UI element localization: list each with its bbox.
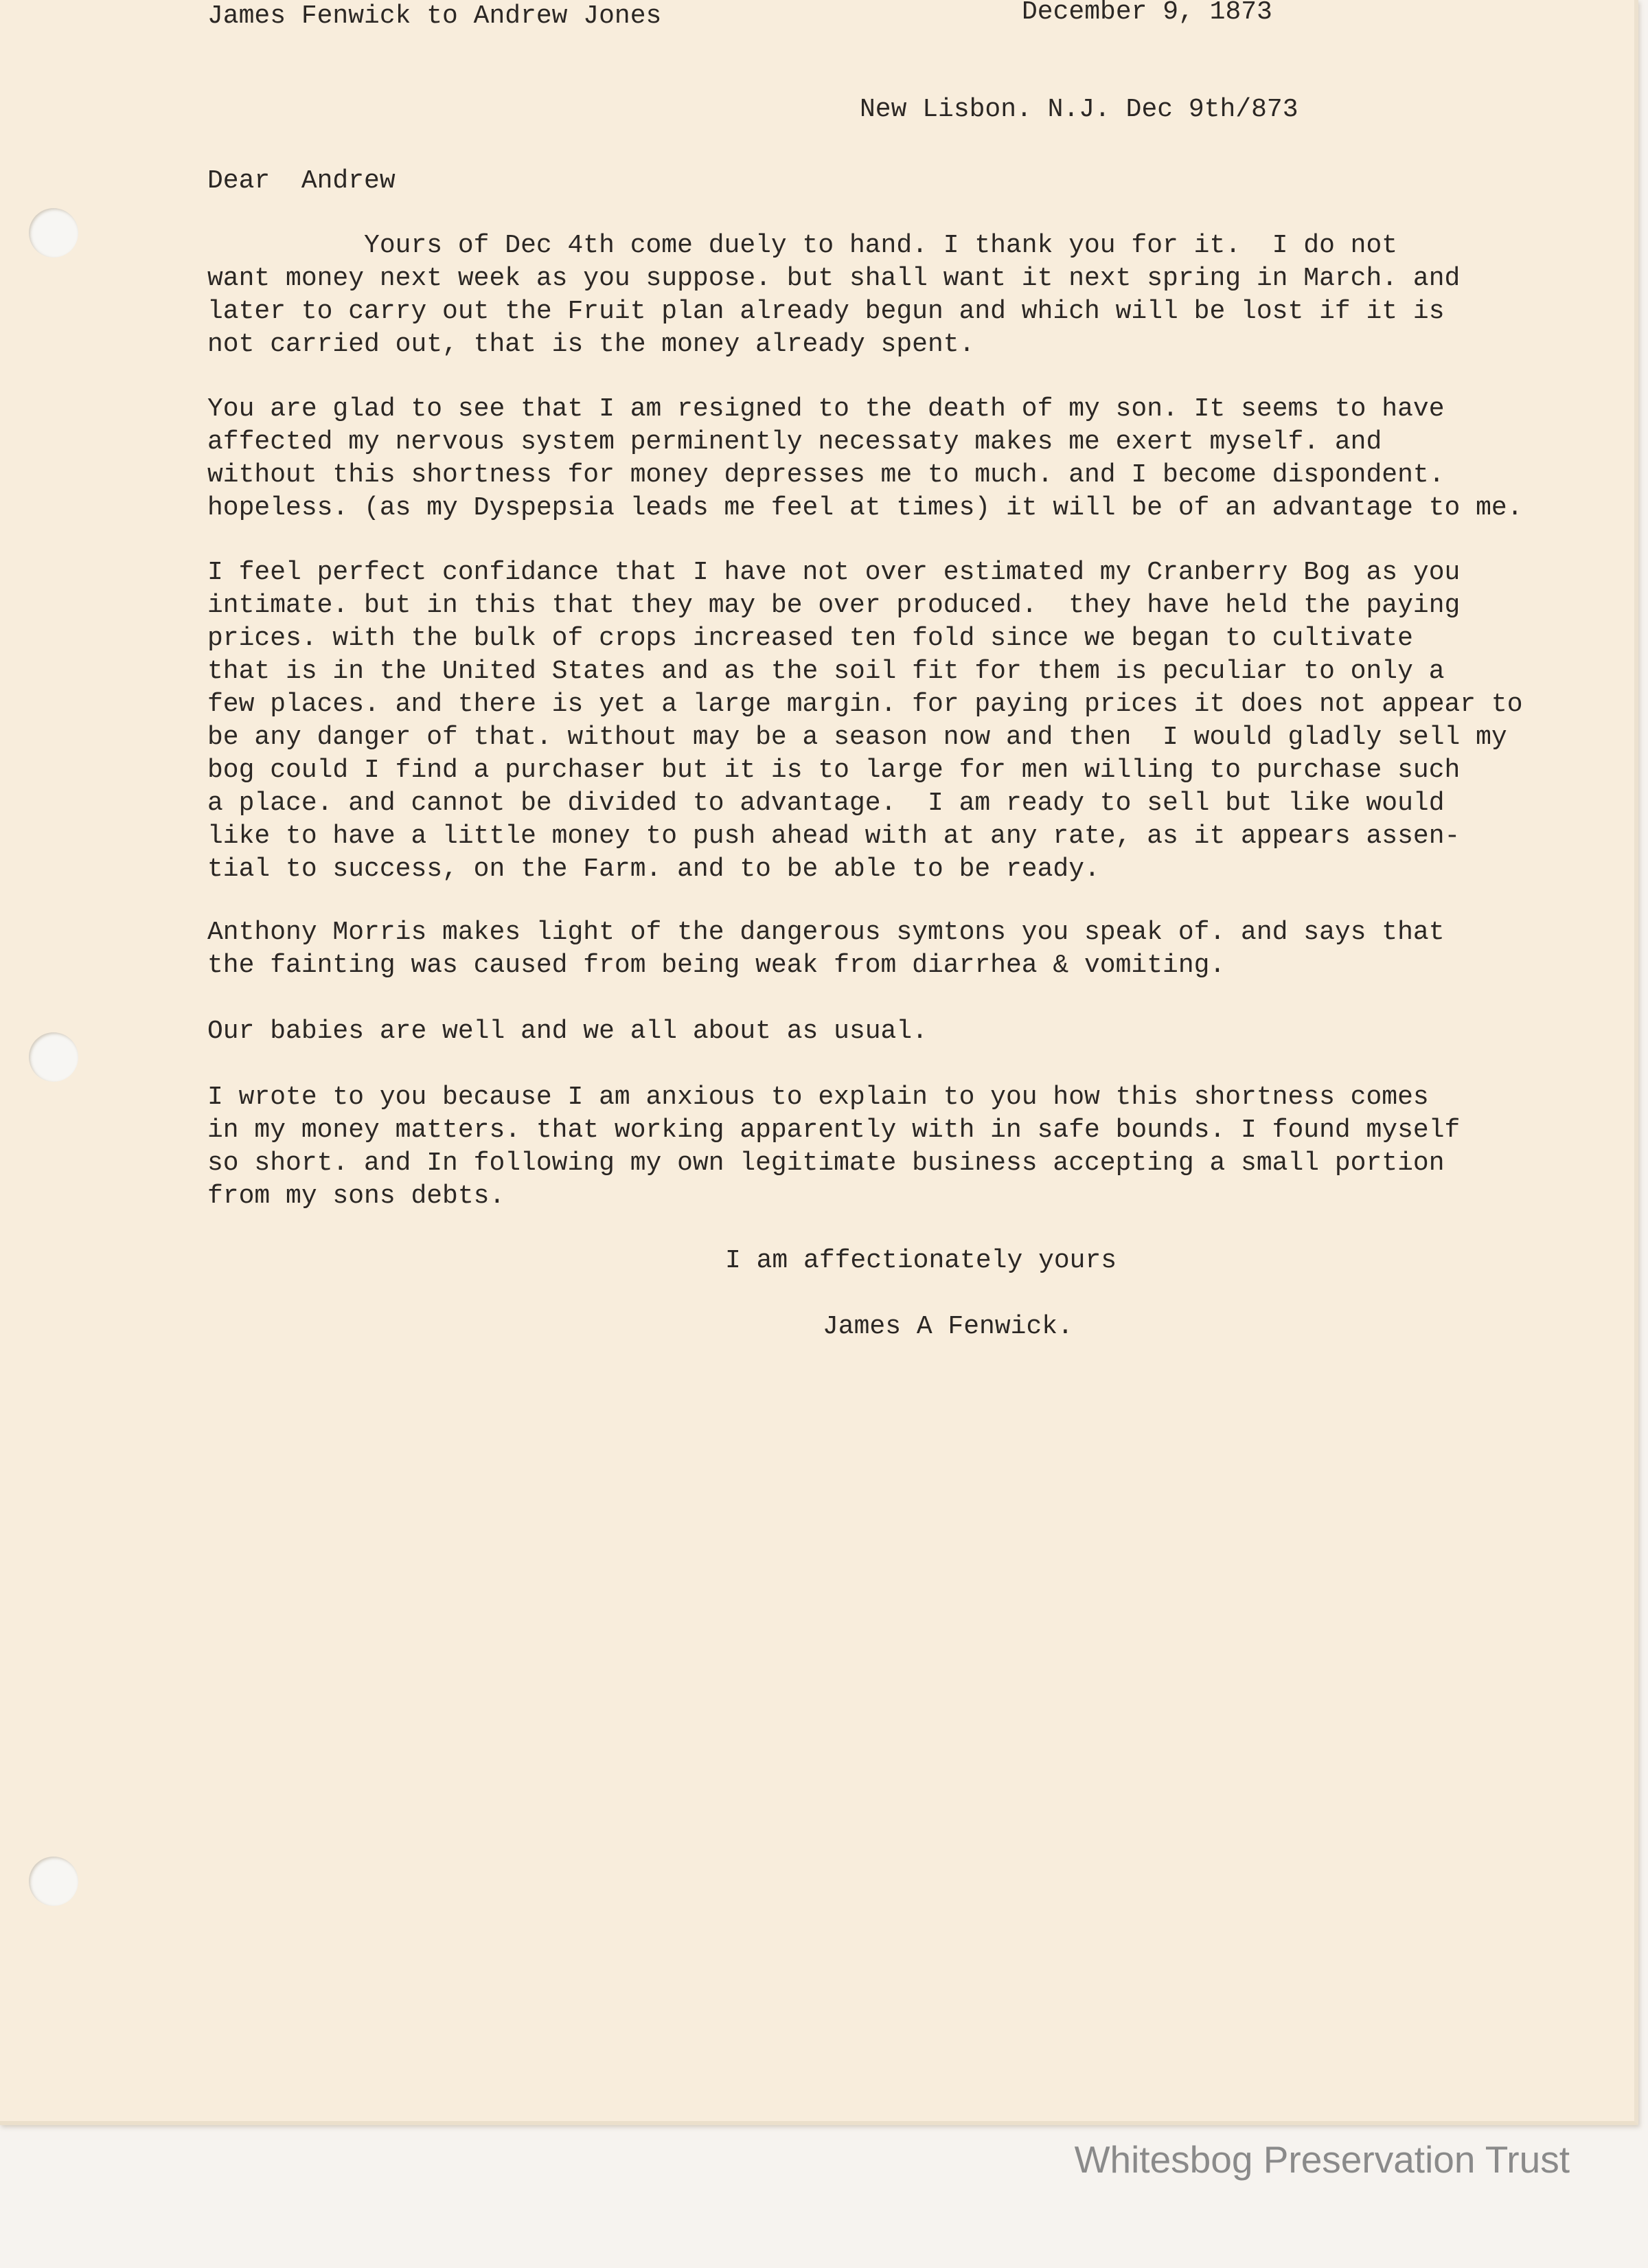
letter-paragraph-1: Yours of Dec 4th come duely to hand. I thank you for it. I do not want money next week as you suppose. but shall want it next spring in March. and later to carry out the Fruit plan already begun and which will be lost if it is not carried out, that is the money already spent.	[207, 231, 1461, 359]
binder-hole-top	[29, 208, 78, 258]
header-correspondents: James Fenwick to Andrew Jones	[207, 1, 662, 31]
letter-paragraph-5: Our babies are well and we all about as usual.	[207, 1017, 928, 1046]
watermark-text: Whitesbog Preservation Trust	[1074, 2138, 1570, 2181]
binder-hole-bottom	[29, 1857, 78, 1906]
letter-dateline: New Lisbon. N.J. Dec 9th/873	[860, 95, 1298, 124]
letter-paragraph-2: You are glad to see that I am resigned to the death of my son. It seems to have affected my nervous system perminently necessaty makes me exert myself. and without this shortness for money depresses me to much. and I become dispondent. hopeless. (as my Dyspepsia leads me feel at times) it will be of an advantage to me.	[207, 394, 1523, 523]
letter-paragraph-3: I feel perfect confidance that I have not over estimated my Cranberry Bog as you intimate. but in this that they may be over produced. they have held the paying prices. with the bulk of crops increased ten fold since we began to cultivate that is in the United States and as the soil fit for them is peculiar to only a few places. and there is yet a large margin. for paying prices it does not appear to be any danger of that. without may be a season now and then I would gladly sell my bog could I find a purchaser but it is to large for men willing to purchase such a place. and cannot be divided to advantage. I am ready to sell but like would like to have a little money to push ahead with at any rate, as it appears assen- tial to success, on the Farm. and to be able to be ready.	[207, 558, 1523, 884]
header-date: December 9, 1873	[1022, 0, 1272, 27]
letter-paragraph-6: I wrote to you because I am anxious to explain to you how this shortness comes in my money matters. that working apparently with in safe bounds. I found myself so short. and In following my own legitimate business accepting a small portion from my sons debts.	[207, 1082, 1461, 1211]
letter-paragraph-4: Anthony Morris makes light of the dangerous symtons you speak of. and says that the fainting was caused from being weak from diarrhea & vomiting.	[207, 918, 1445, 980]
letter-salutation: Dear Andrew	[207, 166, 396, 196]
binder-hole-middle	[29, 1032, 78, 1082]
letter-closing: I am affectionately yours	[725, 1246, 1117, 1275]
letter-signature: James A Fenwick.	[823, 1312, 1073, 1341]
